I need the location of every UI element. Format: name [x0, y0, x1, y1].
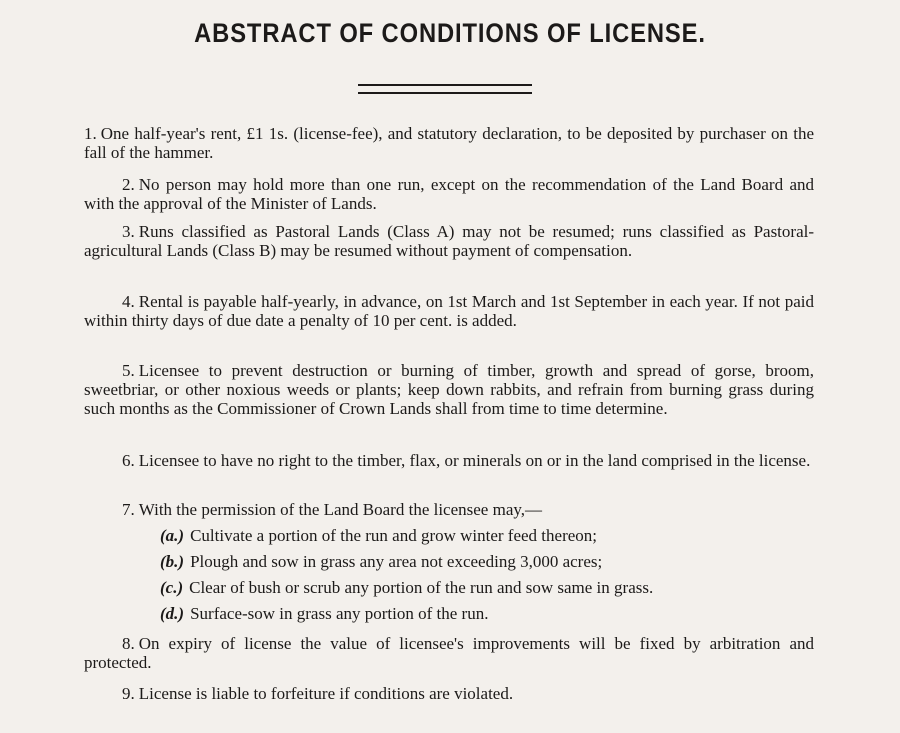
condition-number: 5. [122, 361, 135, 380]
subclause-text: Cultivate a portion of the run and grow winter feed thereon; [190, 526, 598, 545]
condition-1 [84, 124, 814, 162]
condition-9 [84, 684, 814, 703]
condition-number: 6. [122, 451, 135, 470]
condition-number: 3. [122, 222, 135, 241]
condition-number: 1. [84, 124, 97, 143]
subclause-c [160, 578, 820, 597]
condition-text: One half-year's rent, £1 1s. (license-fee), and statutory declaration, to be deposited by purchaser on the fall of the hammer. [84, 124, 814, 162]
subclause-label: (c.) [160, 578, 184, 597]
condition-number: 8. [122, 634, 135, 653]
condition-text: With the permission of the Land Board the licensee may,— [138, 500, 543, 519]
condition-number: 9. [122, 684, 135, 703]
subclause-label: (b.) [160, 552, 185, 571]
condition-number: 4. [122, 292, 135, 311]
condition-6 [84, 451, 814, 470]
subclause-d [160, 604, 820, 623]
subclause-text: Surface-sow in grass any portion of the run. [190, 604, 489, 623]
double-rule-divider [358, 84, 532, 94]
subclause-label: (a.) [160, 526, 185, 545]
subclause-text: Clear of bush or scrub any portion of the run and sow same in grass. [189, 578, 654, 597]
condition-text: License is liable to forfeiture if conditions are violated. [138, 684, 514, 703]
document-title: ABSTRACT OF CONDITIONS OF LICENSE. [194, 18, 706, 48]
condition-text: Licensee to prevent destruction or burning of timber, growth and spread of gorse, broom, sweetbriar, or other noxious weeds or plants; keep down rabbits, and refrain from burning grass during such months as the Commissioner of Crown Lands shall from time to time determine. [84, 361, 814, 418]
condition-text: Rental is payable half-yearly, in advance, on 1st March and 1st September in each year. If not paid within thirty days of due date a penalty of 10 per cent. is added. [84, 292, 814, 330]
subclause-a [160, 526, 820, 545]
subclause-b [160, 552, 820, 571]
condition-text: No person may hold more than one run, except on the recommendation of the Land Board and with the approval of the Minister of Lands. [84, 175, 814, 213]
condition-number: 7. [122, 500, 135, 519]
condition-text: Runs classified as Pastoral Lands (Class A) may not be resumed; runs classified as Pastoral-agricultural Lands (Class B) may be resumed without payment of compensation. [84, 222, 814, 260]
condition-7 [84, 500, 814, 519]
condition-8 [84, 634, 814, 672]
condition-4 [84, 292, 814, 330]
condition-2 [84, 175, 814, 213]
condition-number: 2. [122, 175, 135, 194]
condition-text: Licensee to have no right to the timber, flax, or minerals on or in the land comprised in the license. [138, 451, 811, 470]
subclause-text: Plough and sow in grass any area not exceeding 3,000 acres; [190, 552, 603, 571]
condition-5 [84, 361, 814, 418]
subclause-label: (d.) [160, 604, 185, 623]
condition-3 [84, 222, 814, 260]
condition-text: On expiry of license the value of licensee's improvements will be fixed by arbitration and protected. [84, 634, 814, 672]
